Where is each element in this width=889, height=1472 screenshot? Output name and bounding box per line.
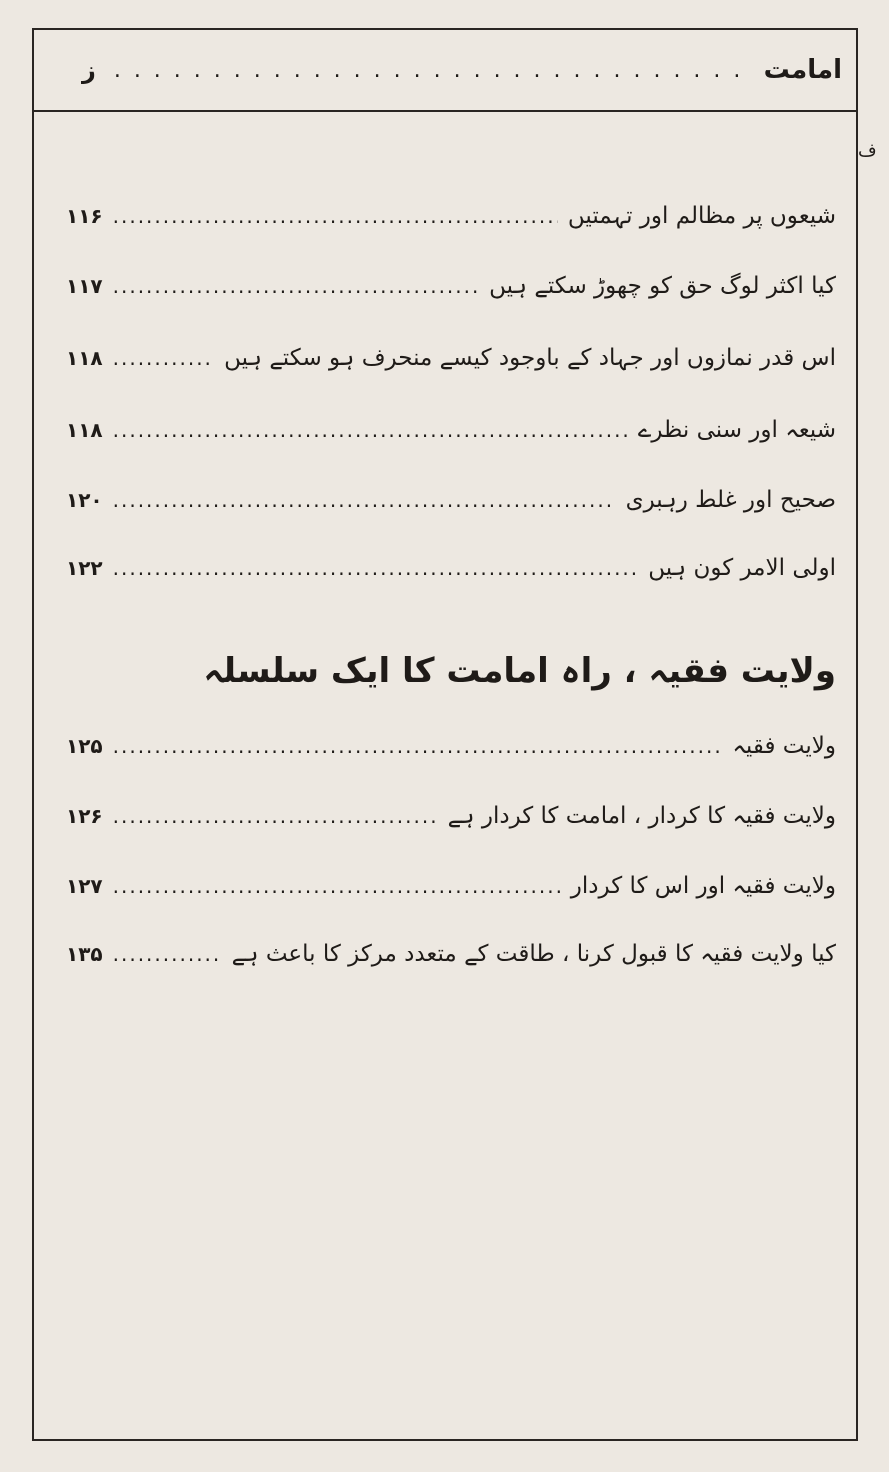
toc-leader-dots: [113, 488, 616, 512]
toc-entry-page: ۱۲۷: [66, 874, 103, 898]
toc-leader-dots: [113, 204, 558, 228]
page-frame: [32, 28, 858, 1441]
toc-entry-title: اولی الامر کون ہیں: [648, 555, 836, 581]
toc-entry-title: ولایت فقیہ کا کردار ، امامت کا کردار ہے: [447, 803, 836, 829]
toc-leader-dots: [113, 556, 639, 580]
toc-entry-title: ولایت فقیہ: [732, 733, 836, 759]
toc-leader-dots: [113, 346, 214, 370]
toc-entry-page: ۱۲۰: [66, 488, 103, 512]
toc-entry: [66, 266, 836, 306]
toc-entry: [66, 196, 836, 236]
toc-entry-page: ۱۱۷: [66, 274, 103, 298]
toc-entry-title: صحیح اور غلط رہبری: [625, 487, 836, 513]
toc-leader-dots: [113, 418, 628, 442]
toc-entry: [66, 480, 836, 520]
header-page-letter: ز: [82, 56, 96, 84]
toc-entry-page: ۱۲۶: [66, 804, 103, 828]
toc-entry-page: ۱۲۵: [66, 734, 103, 758]
toc-leader-dots: [113, 734, 723, 758]
header-title: امامت: [763, 55, 842, 85]
toc-entry: [66, 726, 836, 766]
toc-entry-page: ۱۱۸: [66, 346, 103, 370]
toc-entry: [66, 338, 836, 378]
toc-entry: [66, 548, 836, 588]
toc-entry-title: شیعوں پر مظالم اور تہمتیں: [567, 203, 836, 229]
toc-entry-page: ۱۲۲: [66, 556, 103, 580]
toc-leader-dots: [113, 874, 561, 898]
toc-leader-dots: [113, 942, 222, 966]
toc-entry-title: ولایت فقیہ اور اس کا کردار: [570, 873, 836, 899]
toc-entry: [66, 934, 836, 974]
toc-entry: [66, 866, 836, 906]
toc-entry-title: کیا ولایت فقیہ کا قبول کرنا ، طاقت کے متعدد مرکز کا باعث ہے: [231, 941, 836, 967]
toc-entry-page: ۱۳۵: [66, 942, 103, 966]
toc-entry-title: شیعہ اور سنی نظرے: [637, 417, 836, 443]
margin-mark: ف: [858, 140, 877, 161]
toc-entry-title: اس قدر نمازوں اور جہاد کے باوجود کیسے منحرف ہو سکتے ہیں: [224, 345, 836, 371]
header-leader-dots: [114, 58, 746, 83]
section-heading: ولایت فقیہ ، راہ امامت کا ایک سلسلہ: [203, 651, 836, 691]
toc-entry: [66, 796, 836, 836]
toc-entry-title: کیا اکثر لوگ حق کو چھوڑ سکتے ہیں: [489, 273, 836, 299]
toc-entry-page: ۱۱۶: [66, 204, 103, 228]
toc-leader-dots: [113, 274, 479, 298]
toc-leader-dots: [113, 804, 438, 828]
toc-entry: [66, 410, 836, 450]
toc-entry-page: ۱۱۸: [66, 418, 103, 442]
running-header: [34, 30, 856, 112]
